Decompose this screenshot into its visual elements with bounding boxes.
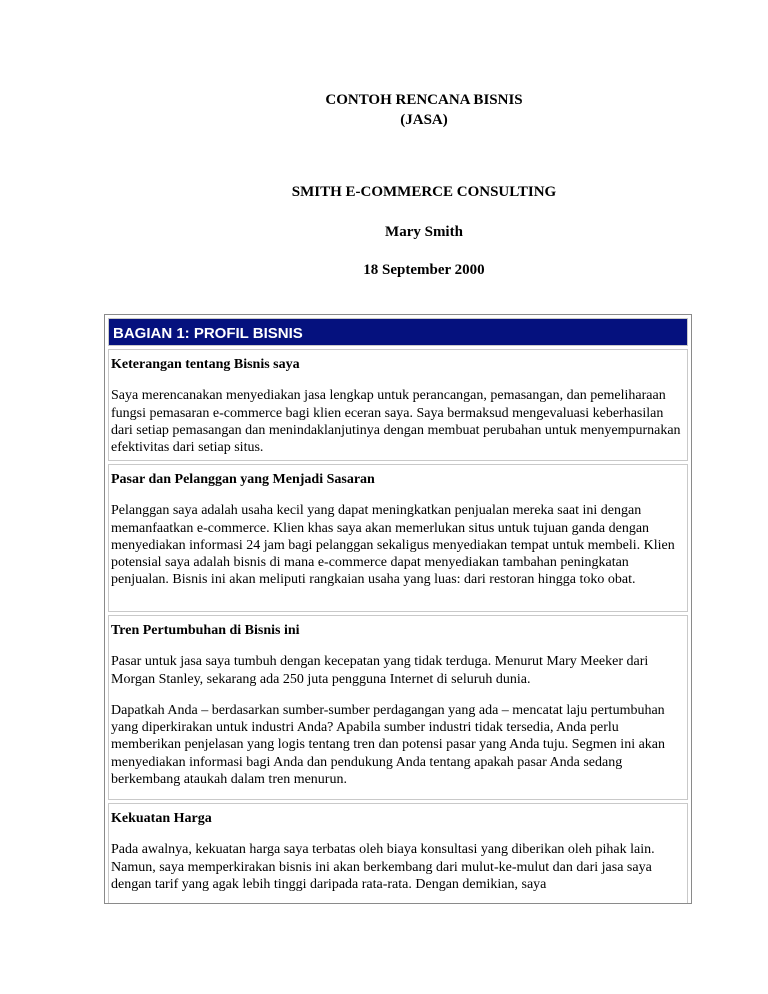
growth-trend-cell bbox=[108, 615, 688, 800]
cell-paragraph: Pasar untuk jasa saya tumbuh dengan kecepatan yang tidak terduga. Menurut Mary Meeker dari Morgan Stanley, sekarang ada 250 juta pengguna Internet di seluruh dunia. bbox=[111, 654, 649, 687]
document-subtitle: (JASA) bbox=[400, 112, 448, 128]
document-date: 18 September 2000 bbox=[363, 262, 485, 278]
company-name: SMITH E-COMMERCE CONSULTING bbox=[291, 184, 557, 200]
cell-heading: Pasar dan Pelanggan yang Menjadi Sasaran bbox=[111, 472, 375, 487]
cell-paragraph: Pelanggan saya adalah usaha kecil yang dapat meningkatkan penjualan mereka saat ini dengan memanfaatkan e-commerce. Klien khas saya akan memerlukan situs untuk tujuan ganda dengan menyediakan informasi 24 jam bagi pelanggan sekaligus menyediakan tempat untuk membeli. Klien potensial saya adalah bisnis di mana e-commerce dapat menyediakan tambahan peningkatan penjualan. Bisnis ini akan meliputi rangkaian usaha yang luas: dari restoran hingga toko obat. bbox=[111, 503, 675, 588]
section-header: BAGIAN 1: PROFIL BISNIS bbox=[108, 318, 688, 346]
business-description-cell bbox=[108, 349, 688, 461]
cell-paragraph: Saya merencanakan menyediakan jasa lengkap untuk perancangan, pemasangan, dan pemeliharaan fungsi pemasaran e-commerce bagi klien eceran saya. Saya bermaksud mengevaluasi keberhasilan dari setiap pemasangan dan menindaklanjutinya dengan membuat perubahan untuk menyempurnakan efektivitas dari setiap situs. bbox=[111, 388, 681, 456]
cell-heading: Tren Pertumbuhan di Bisnis ini bbox=[111, 623, 300, 638]
cell-paragraph: Pada awalnya, kekuatan harga saya terbatas oleh biaya konsultasi yang diberikan oleh pihak lain. Namun, saya memperkirakan bisnis ini akan berkembang dari mulut-ke-mulut dan dari jasa saya dengan tarif yang agak lebih tinggi daripada rata-rata. Dengan demikian, saya bbox=[111, 842, 655, 892]
cell-heading: Kekuatan Harga bbox=[111, 811, 212, 826]
pricing-power-cell bbox=[108, 803, 688, 904]
cell-paragraph: Dapatkah Anda – berdasarkan sumber-sumber perdagangan yang ada – mencatat laju pertumbuhan yang diperkirakan untuk industri Anda? Apabila sumber industri tidak tersedia, Anda perlu memberikan penjelasan yang logis tentang tren dan potensi pasar yang Anda tuju. Segmen ini akan menyediakan informasi bagi Anda dan pendukung Anda tentang apakah pasar Anda sedang berkembang ataukah dalam tren menurun. bbox=[111, 702, 666, 788]
target-market-cell bbox=[108, 464, 688, 612]
document-title: CONTOH RENCANA BISNIS bbox=[325, 92, 523, 108]
business-profile-table bbox=[104, 314, 692, 904]
cell-heading: Keterangan tentang Bisnis saya bbox=[111, 357, 300, 372]
author-name: Mary Smith bbox=[385, 224, 463, 240]
